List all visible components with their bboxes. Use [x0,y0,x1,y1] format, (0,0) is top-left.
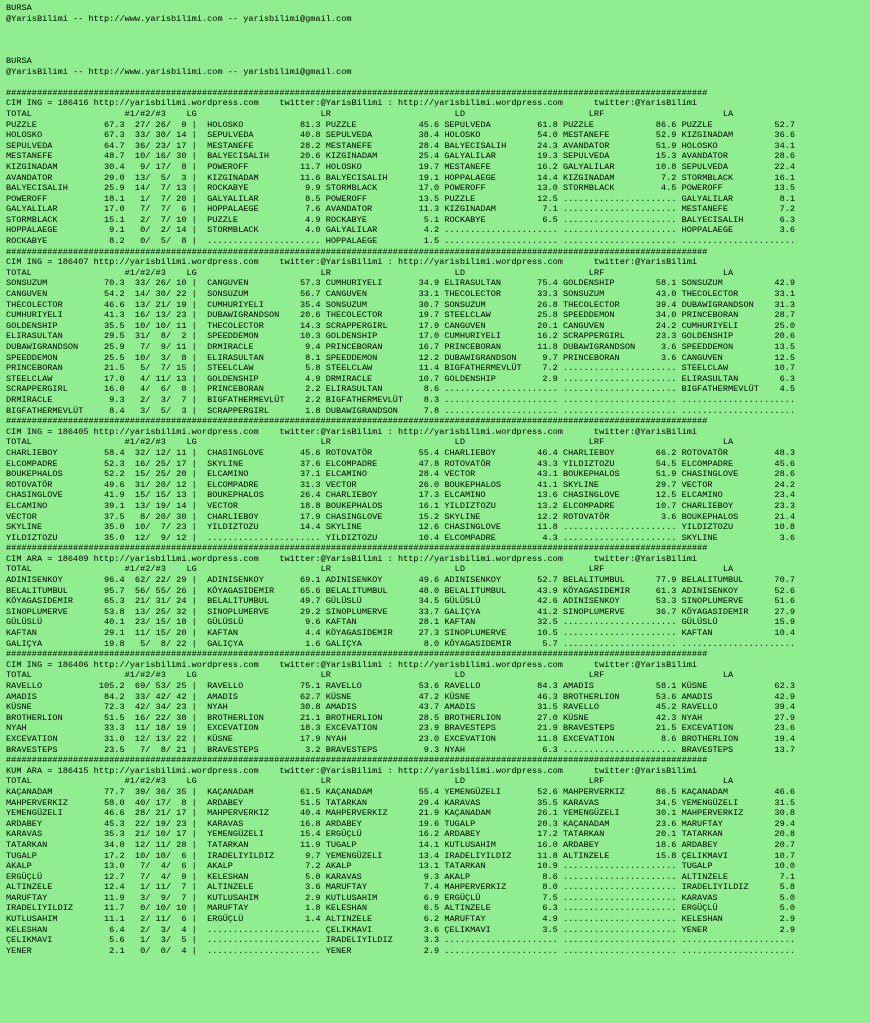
blank-line [6,45,870,56]
table-row: SONSUZUM 70.3 33/ 26/ 10 | CANGUVEN 57.3 CUMHURIYELI 34.9 ELIRASULTAN 75.4 GOLDENSHIP 58.1 SONSUZUM 42.9 [6,278,796,289]
table-row: AVANDATOR 29.0 13/ 5/ 3 | KIZGINADAM 11.6 BALYECISALIH 19.1 HOPPALAEGE 14.4 KIZGINADAM 7.2 STORMBLACK 16.1 [6,172,796,183]
column-headers: TOTAL #1/#2/#3 LG LR LD LRF LA [6,564,734,575]
column-headers: TOTAL #1/#2/#3 LG LR LD LRF LA [6,776,734,787]
table-row: MARUFTAY 11.9 3/ 9/ 7 | KUTLUSAHIM 2.9 KUTLUSAHIM 6.9 ERGÜÇLÜ 7.5 ...................... KARAVAS 5.0 [6,892,796,903]
table-row: PUZZLE 67.3 27/ 26/ 9 | HOLOSKO 81.3 PUZZLE 45.6 SEPULVEDA 61.8 PUZZLE 86.6 PUZZLE 52.7 [6,119,796,130]
table-row: HOLOSKO 67.3 33/ 30/ 14 | SEPULVEDA 40.8 SEPULVEDA 38.4 HOLOSKO 54.0 MESTANEFE 52.9 KIZGINADAM 36.6 [6,130,796,141]
table-row: GÜLÜSLÜ 40.1 23/ 15/ 18 | GÜLÜSLÜ 9.6 KAFTAN 28.1 KAFTAN 32.5 ...................... GÜLÜSLÜ 15.9 [6,617,796,628]
table-row: BIGFATHERMEVLÜT 8.4 3/ 5/ 3 | SCRAPPERGIRL 1.8 DUBAWIGRANDSON 7.8 ...................... ...................... ...................... [6,405,796,416]
table-row: KÜSNE 72.3 42/ 34/ 23 | NYAH 30.8 AMADIS 43.7 AMADIS 31.5 RAVELLO 45.2 RAVELLO 39.4 [6,702,796,713]
table-row: MAHPERVERKIZ 58.0 40/ 17/ 8 | ARDABEY 51.5 TATARKAN 29.4 KARAVAS 35.5 KARAVAS 34.5 YEMENGÜZELI 31.5 [6,797,796,808]
table-row: TATARKAN 34.0 12/ 11/ 28 | TATARKAN 11.9 TUGALP 14.1 KUTLUSAHIM 16.0 ARDABEY 18.6 ARDABEY 20.7 [6,839,796,850]
column-headers: TOTAL #1/#2/#3 LG LR LD LRF LA [6,670,734,681]
table-row: CHARLIEBOY 58.4 32/ 12/ 11 | CHASINGLOVE 45.6 ROTOVATÖR 55.4 CHARLIEBOY 46.4 CHARLIEBOY 66.2 ROTOVATÖR 48.3 [6,447,796,458]
section-separator: ######################################################################################################################################## [6,543,708,554]
section-separator: ######################################################################################################################################## [6,246,708,257]
table-row: BRAVESTEPS 23.5 7/ 8/ 21 | BRAVESTEPS 3.2 BRAVESTEPS 9.3 NYAH 6.3 ...................... BRAVESTEPS 13.7 [6,744,796,755]
table-row: ELCAMINO 39.1 13/ 19/ 14 | VECTOR 18.8 BOUKEPHALOS 16.1 YILDIZTOZU 13.2 ELCOMPADRE 10.7 CHARLIEBOY 23.3 [6,500,796,511]
table-row: GOLDENSHIP 35.5 10/ 10/ 11 | THECOLECTOR 14.3 SCRAPPERGIRL 17.9 CANGUVEN 20.1 CANGUVEN 24.2 CUMHURIYELI 25.0 [6,320,796,331]
table-row: BELALITUMBUL 95.7 56/ 55/ 26 | KÖYAGASIDEMIR 65.6 BELALITUMBUL 48.0 BELALITUMBUL 43.9 KÖYAGASIDEMIR 61.3 ADINISENKOY 52.6 [6,585,796,596]
table-row: KÖYAGASIDEMIR 65.3 21/ 31/ 24 | BELALITUMBUL 49.7 GÜLÜSLÜ 34.5 GÜLÜSLÜ 42.6 ADINISENKOY 53.3 SINOPLUMERVE 51.6 [6,596,796,607]
column-headers: TOTAL #1/#2/#3 LG LR LD LRF LA [6,437,734,448]
table-row: HOPPALAEGE 9.1 0/ 2/ 14 | STORMBLACK 4.0 GALYALILAR 4.2 ...................... ...................... HOPPALAEGE 3.6 [6,225,796,236]
column-headers: TOTAL #1/#2/#3 LG LR LD LRF LA [6,108,734,119]
header-line: @YarisBilimi -- http://www.yarisbilimi.com -- yarisbilimi@gmail.com [6,13,352,24]
table-row: SCRAPPERGIRL 16.0 4/ 6/ 8 | PRINCEBORAN 2.2 ELIRASULTAN 8.6 ...................... ...................... BIGFATHERMEVLÜT 4.5 [6,384,796,395]
table-row: BOUKEPHALOS 52.2 15/ 25/ 20 | ELCAMINO 37.1 ELCAMINO 28.4 VECTOR 43.1 BOUKEPHALOS 51.9 CHASINGLOVE 28.6 [6,469,796,480]
header-line: BURSA [6,55,32,66]
section-separator: ######################################################################################################################################## [6,87,708,98]
table-row: KAFTAN 29.1 11/ 15/ 20 | KAFTAN 4.4 KÖYAGASIDEMIR 27.3 SINOPLUMERVE 10.5 ...................... KAFTAN 10.4 [6,628,796,639]
table-row: GALYALILAR 17.0 7/ 7/ 6 | HOPPALAEGE 7.6 AVANDATOR 11.3 KIZGINADAM 7.1 ...................... MESTANEFE 7.2 [6,204,796,215]
table-row: STORMBLACK 15.1 2/ 7/ 10 | PUZZLE 4.9 ROCKABYE 5.1 ROCKABYE 6.5 ...................... BALYECISALIH 6.3 [6,214,796,225]
table-row: NYAH 33.3 11/ 18/ 19 | EXCEVATION 18.3 EXCEVATION 23.9 BRAVESTEPS 21.9 BRAVESTEPS 21.5 EXCEVATION 23.6 [6,723,796,734]
race-title: CIM ING = 186405 http://yarisbilimi.wordpress.com twitter:@YarisBilimi : http://yarisbilimi.wordpress.com twitter:@YarisBilimi [6,426,698,437]
race-title: CIM ING = 186416 http://yarisbilimi.wordpress.com twitter:@YarisBilimi : http://yarisbilimi.wordpress.com twitter:@YarisBilimi [6,98,698,109]
table-row: SEPULVEDA 64.7 36/ 23/ 17 | MESTANEFE 28.2 MESTANEFE 28.4 BALYECISALIH 24.3 AVANDATOR 51.9 HOLOSKO 34.1 [6,140,796,151]
section-separator: ######################################################################################################################################## [6,649,708,660]
table-row: BALYECISALIH 25.9 14/ 7/ 13 | ROCKABYE 9.9 STORMBLACK 17.0 POWEROFF 13.0 STORMBLACK 4.5 POWEROFF 13.5 [6,183,796,194]
table-row: ELCOMPADRE 52.3 16/ 25/ 17 | SKYLINE 37.6 ELCOMPADRE 47.8 ROTOVATÖR 43.3 YILDIZTOZU 54.5 ELCOMPADRE 45.6 [6,458,796,469]
table-row: AMADIS 84.2 33/ 42/ 42 | AMADIS 62.7 KÜSNE 47.2 KÜSNE 46.3 BROTHERLION 53.6 AMADIS 42.9 [6,691,796,702]
table-row: SKYLINE 35.0 10/ 7/ 23 | YILDIZTOZU 14.4 SKYLINE 12.6 CHASINGLOVE 11.8 ...................... YILDIZTOZU 10.8 [6,522,796,533]
blank-line [6,35,870,46]
table-row: ALTINZELE 12.4 1/ 11/ 7 | ALTINZELE 3.6 MARUFTAY 7.4 MAHPERVERKIZ 8.0 ...................... IRADELIYILDIZ 5.8 [6,882,796,893]
table-row: SPEEDDEMON 25.5 10/ 3/ 8 | ELIRASULTAN 8.1 SPEEDDEMON 12.2 DUBAWIGRANDSON 9.7 PRINCEBORAN 3.6 CANGUVEN 12.5 [6,352,796,363]
race-title: CIM ING = 186407 http://yarisbilimi.wordpress.com twitter:@YarisBilimi : http://yarisbilimi.wordpress.com twitter:@YarisBilimi [6,257,698,268]
table-row: DRMIRACLE 9.3 2/ 3/ 7 | BIGFATHERMEVLÜT 2.2 BIGFATHERMEVLÜT 8.3 ...................... ...................... ...................... [6,394,796,405]
table-row: CHASINGLOVE 41.9 15/ 15/ 13 | BOUKEPHALOS 26.4 CHARLIEBOY 17.3 ELCAMINO 13.6 CHASINGLOVE 12.5 ELCAMINO 23.4 [6,490,796,501]
table-row: KUTLUSAHIM 11.1 2/ 11/ 6 | ERGÜÇLÜ 1.4 ALTINZELE 6.2 MARUFTAY 4.9 ...................... KELESHAN 2.9 [6,914,796,925]
table-row: KELESHAN 6.4 2/ 3/ 4 | ...................... ÇELIKMAVI 3.6 ÇELIKMAVI 3.5 ...................... YENER 2.9 [6,924,796,935]
table-row: THECOLECTOR 46.6 13/ 21/ 19 | CUMHURIYELI 35.4 SONSUZUM 30.7 SONSUZUM 26.8 THECOLECTOR 39.4 DUBAWIGRANDSON 31.3 [6,299,796,310]
table-row: MESTANEFE 48.7 10/ 16/ 30 | BALYECISALIH 20.6 KIZGINADAM 25.4 GALYALILAR 19.3 SEPULVEDA 15.3 AVANDATOR 28.6 [6,151,796,162]
header-line: BURSA [6,3,32,13]
table-row: KIZGINADAM 30.4 9/ 17/ 8 | POWEROFF 11.7 HOLOSKO 19.7 MESTANEFE 16.2 GALYALILAR 10.8 SEPULVEDA 22.4 [6,161,796,172]
table-row: YEMENGÜZELI 46.6 28/ 21/ 17 | MAHPERVERKIZ 40.4 MAHPERVERKIZ 21.9 KAÇANADAM 26.1 YEMENGÜZELI 30.1 MAHPERVERKIZ 30.8 [6,808,796,819]
table-row: CUMHURIYELI 41.3 16/ 13/ 23 | DUBAWIGRANDSON 20.6 THECOLECTOR 19.7 STEELCLAW 25.8 SPEEDDEMON 34.0 PRINCEBORAN 28.7 [6,310,796,321]
race-title: KUM ARA = 186415 http://yarisbilimi.wordpress.com twitter:@YarisBilimi : http://yarisbilimi.wordpress.com twitter:@YarisBilimi [6,765,698,776]
table-row: ERGÜÇLÜ 12.7 7/ 4/ 9 | KELESHAN 5.0 KARAVAS 9.3 AKALP 8.6 ...................... ALTINZELE 7.1 [6,871,796,882]
table-row: VECTOR 37.5 8/ 20/ 30 | CHARLIEBOY 17.9 CHASINGLOVE 15.2 SKYLINE 12.2 ROTOVATÖR 3.6 BOUKEPHALOS 21.4 [6,511,796,522]
table-row: ELIRASULTAN 29.5 31/ 8/ 2 | SPEEDDEMON 10.3 GOLDENSHIP 17.0 CUMHURIYELI 16.2 SCRAPPERGIRL 23.3 GOLDENSHIP 20.6 [6,331,796,342]
table-row: KAÇANADAM 77.7 39/ 36/ 35 | KAÇANADAM 61.5 KAÇANADAM 55.4 YEMENGÜZELI 52.6 MAHPERVERKIZ 86.5 KAÇANADAM 46.6 [6,786,796,797]
table-row: EXCEVATION 31.0 12/ 13/ 22 | KÜSNE 17.9 NYAH 23.0 EXCEVATION 11.8 EXCEVATION 8.6 BROTHERLION 19.4 [6,733,796,744]
blank-line [6,24,870,35]
header-line: @YarisBilimi -- http://www.yarisbilimi.com -- yarisbilimi@gmail.com [6,66,352,77]
table-row: ARDABEY 45.3 22/ 19/ 23 | KARAVAS 16.8 ARDABEY 19.6 TUGALP 20.3 KAÇANADAM 23.6 MARUFTAY 29.4 [6,818,796,829]
race-title: CIM ARA = 186409 http://yarisbilimi.wordpress.com twitter:@YarisBilimi : http://yarisbilimi.wordpress.com twitter:@YarisBilimi [6,553,698,564]
race-title: CIM ING = 186406 http://yarisbilimi.wordpress.com twitter:@YarisBilimi : http://yarisbilimi.wordpress.com twitter:@YarisBilimi [6,659,698,670]
table-row: SINOPLUMERVE 53.8 13/ 25/ 32 | SINOPLUMERVE 29.2 SINOPLUMERVE 33.7 GALIÇYA 41.2 SINOPLUMERVE 36.7 KÖYAGASIDEMIR 27.9 [6,606,796,617]
table-row: AKALP 13.0 7/ 4/ 6 | AKALP 7.2 AKALP 13.1 TATARKAN 10.9 ...................... TUGALP 10.0 [6,861,796,872]
table-row: PRINCEBORAN 21.5 5/ 7/ 15 | STEELCLAW 5.8 STEELCLAW 11.4 BIGFATHERMEVLÜT 7.2 ...................... STEELCLAW 10.7 [6,363,796,374]
table-row: ROTOVATÖR 49.6 31/ 20/ 12 | ELCOMPADRE 31.3 VECTOR 26.0 BOUKEPHALOS 41.1 SKYLINE 29.7 VECTOR 24.2 [6,479,796,490]
table-row: POWEROFF 18.1 1/ 7/ 20 | GALYALILAR 8.5 POWEROFF 13.5 PUZZLE 12.5 ...................... GALYALILAR 8.1 [6,193,796,204]
table-row: DUBAWIGRANDSON 25.9 7/ 9/ 11 | DRMIRACLE 9.4 PRINCEBORAN 16.7 PRINCEBORAN 11.8 DUBAWIGRANDSON 3.6 SPEEDDEMON 13.5 [6,342,796,352]
column-headers: TOTAL #1/#2/#3 LG LR LD LRF LA [6,267,734,278]
table-row: TUGALP 17.2 10/ 10/ 6 | IRADELIYILDIZ 9.7 YEMENGÜZELI 13.4 IRADELIYILDIZ 11.8 ALTINZELE 15.8 ÇELIKMAVI 10.7 [6,850,796,861]
table-row: ADINISENKOY 96.4 62/ 22/ 29 | ADINISENKOY 69.1 ADINISENKOY 49.6 ADINISENKOY 52.7 BELALITUMBUL 77.9 BELALITUMBUL 70.7 [6,575,796,586]
table-row: STEELCLAW 17.0 4/ 11/ 13 | GOLDENSHIP 4.9 DRMIRACLE 10.7 GOLDENSHIP 2.9 ...................... ELIRASULTAN 6.3 [6,373,796,384]
table-row: IRADELIYILDIZ 11.7 0/ 10/ 10 | MARUFTAY 1.8 KELESHAN 6.5 ALTINZELE 6.3 ...................... ERGÜÇLÜ 5.0 [6,903,796,914]
table-row: RAVELLO 105.2 69/ 53/ 25 | RAVELLO 75.1 RAVELLO 53.6 RAVELLO 84.3 AMADIS 58.1 KÜSNE 62.3 [6,681,796,691]
table-row: ÇELIKMAVI 5.6 1/ 3/ 5 | ...................... IRADELIYILDIZ 3.3 ...................... ...................... ...................... [6,935,796,946]
table-row: YENER 2.1 0/ 0/ 4 | ...................... YENER 2.9 ...................... ...................... ...................... [6,945,796,956]
blank-line [6,77,870,88]
section-separator: ######################################################################################################################################## [6,755,708,766]
table-row: ROCKABYE 8.2 0/ 5/ 8 | ...................... HOPPALAEGE 1.5 ...................... ...................... ...................... [6,236,796,247]
table-row: KARAVAS 35.3 21/ 10/ 17 | YEMENGÜZELI 15.4 ERGÜÇLÜ 16.2 ARDABEY 17.2 TATARKAN 20.1 TATARKAN 20.8 [6,829,796,840]
table-row: BROTHERLION 51.5 16/ 22/ 38 | BROTHERLION 21.1 BROTHERLION 28.5 BROTHERLION 27.0 KÜSNE 42.3 NYAH 27.9 [6,712,796,723]
table-row: YILDIZTOZU 35.0 12/ 9/ 12 | ...................... YILDIZTOZU 10.4 ELCOMPADRE 4.3 ...................... SKYLINE 3.6 [6,532,796,543]
table-row: CANGUVEN 54.2 14/ 30/ 22 | SONSUZUM 56.7 CANGUVEN 33.1 THECOLECTOR 33.3 SONSUZUM 43.0 THECOLECTOR 33.1 [6,289,796,300]
table-row: GALIÇYA 19.8 5/ 8/ 22 | GALIÇYA 1.6 GALIÇYA 8.0 KÖYAGASIDEMIR 5.7 ...................... ...................... [6,638,796,649]
section-separator: ######################################################################################################################################## [6,416,708,427]
